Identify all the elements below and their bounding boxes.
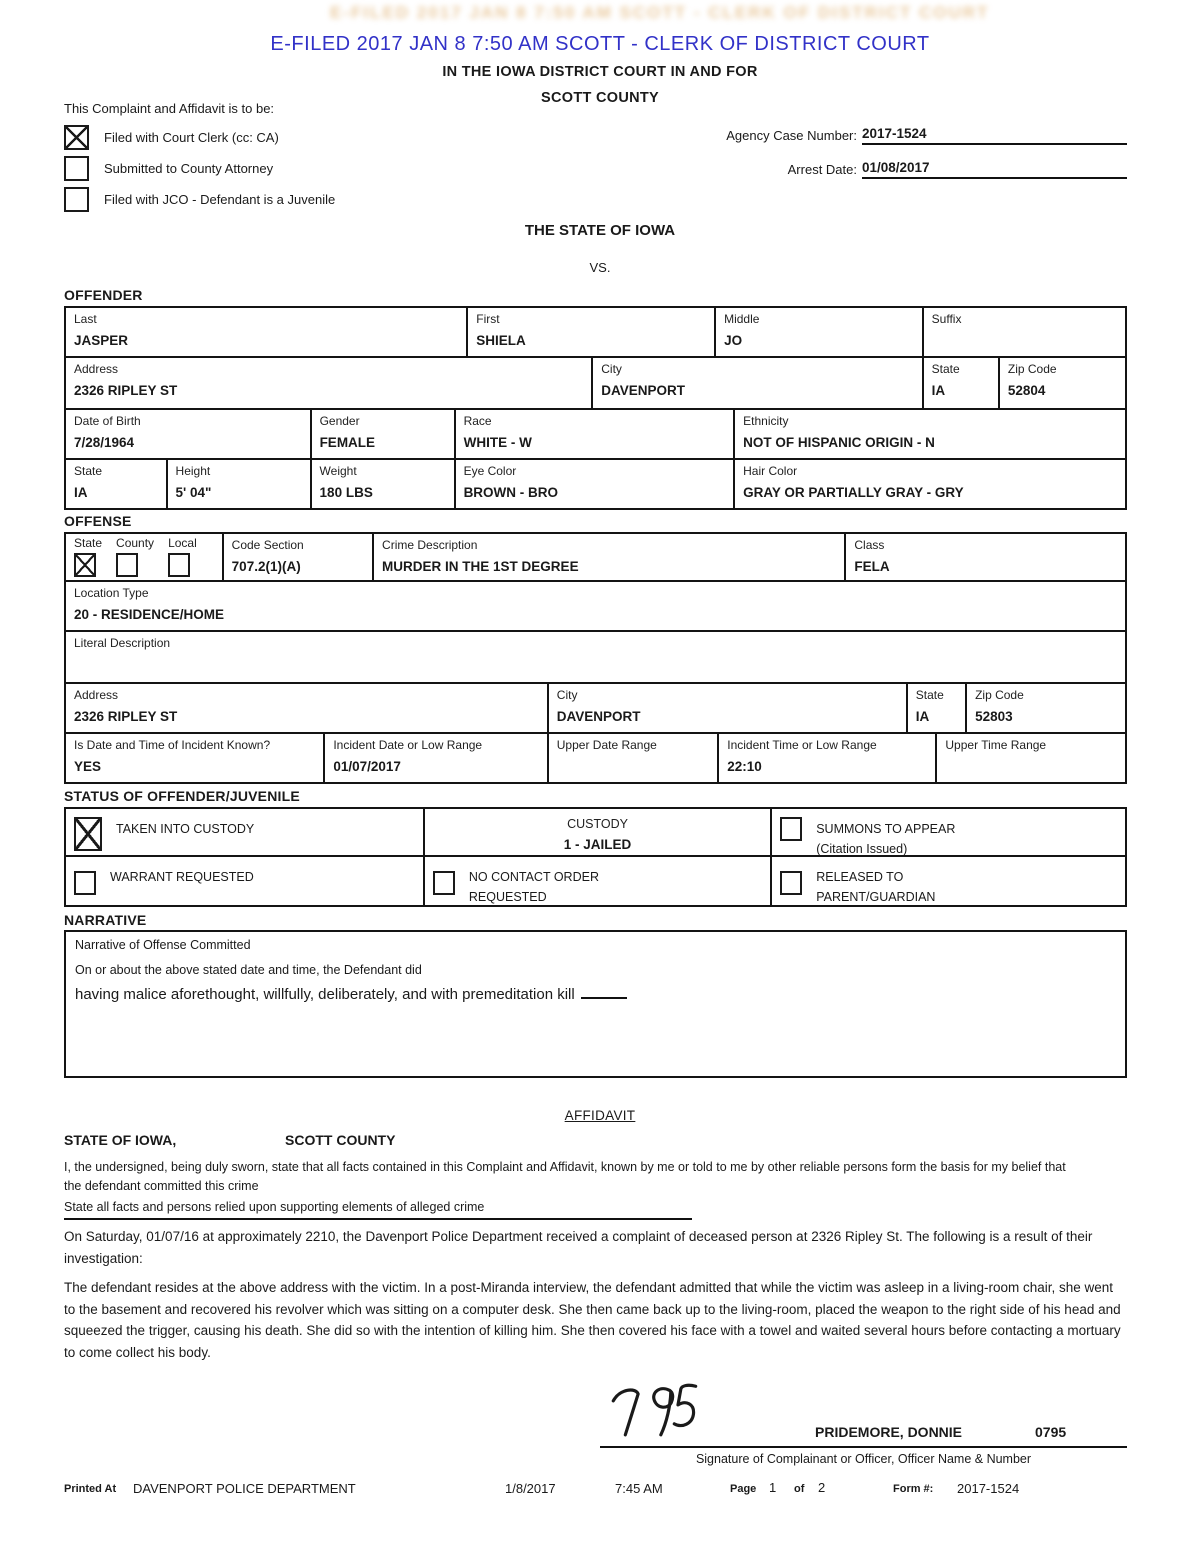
field-value: 2326 RIPLEY ST	[74, 709, 178, 724]
offender-table	[64, 306, 1127, 510]
field-value: GRAY OR PARTIALLY GRAY - GRY	[743, 485, 964, 500]
field-label: Height	[175, 464, 211, 478]
field-first	[466, 308, 714, 356]
field-label: Date of Birth	[74, 414, 141, 428]
field-value: WHITE - W	[463, 435, 532, 450]
jurisdiction-local	[168, 536, 197, 576]
field-value: DAVENPORT	[601, 383, 686, 398]
offender-physical-row	[64, 460, 1127, 510]
county-title: SCOTT COUNTY	[541, 90, 659, 106]
narrative-line-2	[75, 986, 1116, 1003]
court-title: IN THE IOWA DISTRICT COURT IN AND FOR	[442, 64, 758, 80]
field-label: Suffix	[931, 312, 962, 326]
arrest-date-row	[700, 160, 1127, 179]
field-offense-city	[547, 684, 906, 732]
field-city	[591, 358, 921, 408]
field-label: City	[556, 688, 578, 702]
field-label: City	[601, 362, 622, 376]
filing-option-jco	[64, 187, 335, 212]
checkbox-released	[780, 871, 802, 895]
status-label	[816, 867, 936, 904]
arrest-date-label: Arrest Date:	[787, 162, 857, 177]
status-line: NO CONTACT ORDER	[468, 870, 599, 884]
scan-ghost-artifact: E-FILED 2017 JAN 8 7:50 AM SCOTT - CLERK OF DISTRICT COURT	[330, 3, 990, 22]
field-label: Is Date and Time of Incident Known?	[74, 738, 271, 752]
narrative-text: having malice aforethought, willfully, deliberately, and with premeditation kill	[75, 986, 575, 1003]
field-value: 707.2(1)(A)	[231, 559, 301, 574]
field-label: Race	[463, 414, 492, 428]
field-race	[454, 410, 734, 458]
handwritten-stroke	[613, 1390, 640, 1436]
narrative-line-1: On or about the above stated date and time, the Defendant did	[75, 963, 422, 977]
checkbox-local	[168, 553, 190, 577]
checkbox-jco	[64, 187, 89, 212]
offense-literal-row	[64, 632, 1127, 684]
arrest-date-value: 01/08/2017	[862, 160, 1127, 179]
status-value: 1 - JAILED	[563, 837, 632, 852]
filing-option-label: Filed with JCO - Defendant is a Juvenile	[104, 192, 336, 207]
status-table	[64, 807, 1127, 907]
field-value: 2326 RIPLEY ST	[74, 383, 178, 398]
field-label: First	[476, 312, 500, 326]
field-label: Crime Description	[382, 538, 478, 552]
field-value: 20 - RESIDENCE/HOME	[74, 607, 225, 622]
field-upper-date	[547, 734, 717, 782]
status-released	[770, 857, 1125, 905]
field-value: DAVENPORT	[556, 709, 641, 724]
field-label: County	[116, 536, 155, 550]
field-value: FEMALE	[319, 435, 376, 450]
status-line: SUMMONS TO APPEAR	[816, 822, 956, 836]
field-label: Eye Color	[463, 464, 517, 478]
officer-number: 0795	[1035, 1424, 1067, 1440]
field-incident-known	[66, 734, 323, 782]
status-taken-into-custody	[66, 809, 423, 855]
status-heading: STATUS OF OFFENDER/JUVENILE	[64, 788, 300, 804]
field-value: YES	[74, 759, 102, 774]
facts-instruction: State all facts and persons relied upon supporting elements of alleged crime	[64, 1200, 692, 1220]
filing-intro: This Complaint and Affidavit is to be:	[64, 101, 275, 116]
field-label: Zip Code	[1007, 362, 1057, 376]
offender-demo-row	[64, 410, 1127, 460]
field-upper-time	[935, 734, 1125, 782]
offense-heading: OFFENSE	[64, 513, 132, 529]
case-caption-state: THE STATE OF IOWA	[524, 222, 676, 239]
field-gender	[310, 410, 454, 458]
narrative-label: Narrative of Offense Committed	[75, 938, 251, 952]
status-label	[816, 819, 956, 855]
checkbox-taken-into-custody	[74, 817, 102, 851]
field-value: IA	[915, 709, 930, 724]
offense-table	[64, 532, 1127, 784]
efiled-banner: E-FILED 2017 JAN 8 7:50 AM SCOTT - CLERK OF DISTRICT COURT	[270, 33, 930, 55]
status-row-2	[64, 857, 1127, 907]
offender-name-row	[64, 306, 1127, 358]
affidavit-paragraph-1: On Saturday, 01/07/16 at approximately 2210, the Davenport Police Department received a complaint of deceased person at 2326 Ripley St. The following is a result of their investigation:	[64, 1229, 1093, 1266]
field-value: NOT OF HISPANIC ORIGIN - N	[743, 435, 935, 450]
narrative-heading: NARRATIVE	[64, 912, 147, 928]
checkbox-county-attorney	[64, 156, 89, 181]
status-label: TAKEN INTO CUSTODY	[116, 822, 255, 836]
status-custody	[423, 809, 770, 855]
field-label: Literal Description	[74, 636, 171, 650]
blank-line	[581, 997, 627, 999]
field-value: FELA	[854, 559, 890, 574]
status-no-contact	[423, 857, 770, 905]
field-middle	[714, 308, 922, 356]
field-label: State	[931, 362, 960, 376]
checkbox-warrant	[74, 871, 96, 895]
field-label: Zip Code	[975, 688, 1024, 702]
status-line: RELEASED TO	[816, 870, 904, 884]
field-value: 52804	[1007, 383, 1046, 398]
jurisdiction-state	[74, 536, 102, 576]
page-total: 2	[818, 1480, 826, 1495]
field-value: 52803	[975, 709, 1013, 724]
field-label: Upper Date Range	[556, 738, 657, 752]
field-literal-description	[66, 632, 1125, 682]
offense-charge-row	[64, 532, 1127, 582]
checkbox-state	[74, 553, 96, 577]
field-label: Incident Date or Low Range	[333, 738, 483, 752]
field-value: 7/28/1964	[74, 435, 135, 450]
filing-option-label: Submitted to County Attorney	[104, 161, 274, 176]
page-label: Page	[730, 1483, 757, 1495]
filing-option-label: Filed with Court Clerk (cc: CA)	[104, 130, 279, 145]
field-value: 22:10	[727, 759, 762, 774]
field-incident-time	[717, 734, 935, 782]
printed-date: 1/8/2017	[505, 1481, 556, 1496]
field-value: 180 LBS	[319, 485, 373, 500]
field-label: Hair Color	[743, 464, 798, 478]
affidavit-state: STATE OF IOWA,	[64, 1132, 177, 1148]
agency-case-number-row	[700, 126, 1127, 145]
offender-address-row	[64, 358, 1127, 410]
field-offense-address	[66, 684, 547, 732]
field-label: Class	[854, 538, 885, 552]
checkbox-court-clerk	[64, 125, 89, 150]
checkbox-county	[116, 553, 138, 577]
status-label: WARRANT REQUESTED	[110, 870, 254, 884]
field-value: SHIELA	[476, 333, 526, 348]
field-label: Local	[168, 536, 197, 550]
field-label: State	[74, 536, 103, 550]
offense-location-row	[64, 582, 1127, 632]
field-label: Upper Time Range	[945, 738, 1047, 752]
status-summons	[770, 809, 1125, 855]
field-label: Middle	[724, 312, 760, 326]
field-label: State	[74, 464, 103, 478]
status-warrant	[66, 857, 423, 905]
field-location-type	[66, 582, 1125, 630]
offense-address-row	[64, 684, 1127, 734]
field-label: Last	[74, 312, 97, 326]
form-number-label: Form #:	[893, 1483, 934, 1495]
handwritten-stroke	[659, 1392, 673, 1435]
narrative-box	[64, 930, 1127, 1078]
form-number-value: 2017-1524	[957, 1481, 1020, 1496]
status-line: PARENT/GUARDIAN	[816, 890, 936, 904]
jurisdiction-cell	[66, 534, 222, 580]
status-row-1	[64, 807, 1127, 857]
offender-heading: OFFENDER	[64, 287, 143, 303]
field-label: Address	[74, 688, 119, 702]
status-label	[468, 867, 599, 904]
field-last	[66, 308, 466, 356]
field-incident-date	[323, 734, 546, 782]
field-value: IA	[931, 383, 946, 398]
agency-case-number-value: 2017-1524	[862, 126, 1127, 145]
affidavit-heading: AFFIDAVIT	[564, 1108, 636, 1123]
status-label: CUSTODY	[567, 817, 628, 831]
filing-option-court-clerk	[64, 125, 279, 150]
checkbox-summons	[780, 817, 802, 841]
status-line: REQUESTED	[468, 890, 547, 904]
field-value: JASPER	[74, 333, 129, 348]
field-code-section	[222, 534, 372, 580]
page-number: 1	[769, 1480, 777, 1495]
field-label: Code Section	[231, 538, 304, 552]
signature-line	[600, 1446, 1127, 1448]
officer-name: PRIDEMORE, DONNIE	[815, 1424, 963, 1440]
field-crime-description	[372, 534, 844, 580]
field-value: IA	[74, 485, 88, 500]
field-value: 01/07/2017	[333, 759, 401, 774]
field-eye-color	[454, 460, 734, 508]
field-res-state	[66, 460, 166, 508]
field-zip	[998, 358, 1125, 408]
field-label: Incident Time or Low Range	[727, 738, 877, 752]
affidavit-county: SCOTT COUNTY	[285, 1132, 396, 1148]
field-value: 5' 04"	[175, 485, 212, 500]
field-hair-color	[733, 460, 1125, 508]
field-value: BROWN - BRO	[463, 485, 559, 500]
field-state	[922, 358, 998, 408]
printing-agency: DAVENPORT POLICE DEPARTMENT	[133, 1481, 356, 1496]
signature-caption: Signature of Complainant or Officer, Officer Name & Number	[695, 1452, 1032, 1466]
field-dob	[66, 410, 310, 458]
field-offense-zip	[965, 684, 1125, 732]
offense-incident-row	[64, 734, 1127, 784]
field-label: Location Type	[74, 586, 149, 600]
affidavit-paragraph-2: The defendant resides at the above address with the victim. In a post-Miranda interview, the defendant admitted that while the victim was asleep in a living-room chair, she went to the basement and recovered his revolver which was sitting on a computer desk. She then came back up to the living-room, placed the weapon to the right side of his head and squeezed the trigger, causing his death. She did so with the intention of killing him. She then covered his face with a towel and waited several hours before contacting a mortuary to come collect his body.	[64, 1280, 1121, 1360]
field-label: Ethnicity	[743, 414, 789, 428]
field-weight	[310, 460, 454, 508]
filing-option-county-attorney	[64, 156, 273, 181]
field-ethnicity	[733, 410, 1125, 458]
field-address	[66, 358, 591, 408]
field-label: Weight	[319, 464, 357, 478]
status-line: (Citation Issued)	[816, 842, 908, 855]
field-value: JO	[724, 333, 743, 348]
affidavit-oath: I, the undersigned, being duly sworn, state that all facts contained in this Complaint and Affidavit, known by me or told to me by other reliable persons form the basis for my belief that the defendant committed this crime	[64, 1160, 1066, 1193]
handwritten-stroke	[672, 1385, 697, 1426]
handwritten-signature-795	[597, 1379, 710, 1441]
field-label: Address	[74, 362, 119, 376]
agency-case-number-label: Agency Case Number:	[726, 128, 857, 143]
field-offense-state	[906, 684, 965, 732]
case-caption-vs: VS.	[589, 260, 611, 275]
printed-time: 7:45 AM	[615, 1481, 663, 1496]
field-height	[166, 460, 310, 508]
field-class	[844, 534, 1125, 580]
checkbox-no-contact	[433, 871, 455, 895]
field-value: MURDER IN THE 1ST DEGREE	[382, 559, 579, 574]
field-label: State	[915, 688, 944, 702]
printed-at-label: Printed At	[64, 1483, 117, 1495]
field-suffix	[922, 308, 1125, 356]
of-label: of	[794, 1483, 805, 1495]
jurisdiction-county	[116, 536, 154, 576]
field-label: Gender	[319, 414, 360, 428]
